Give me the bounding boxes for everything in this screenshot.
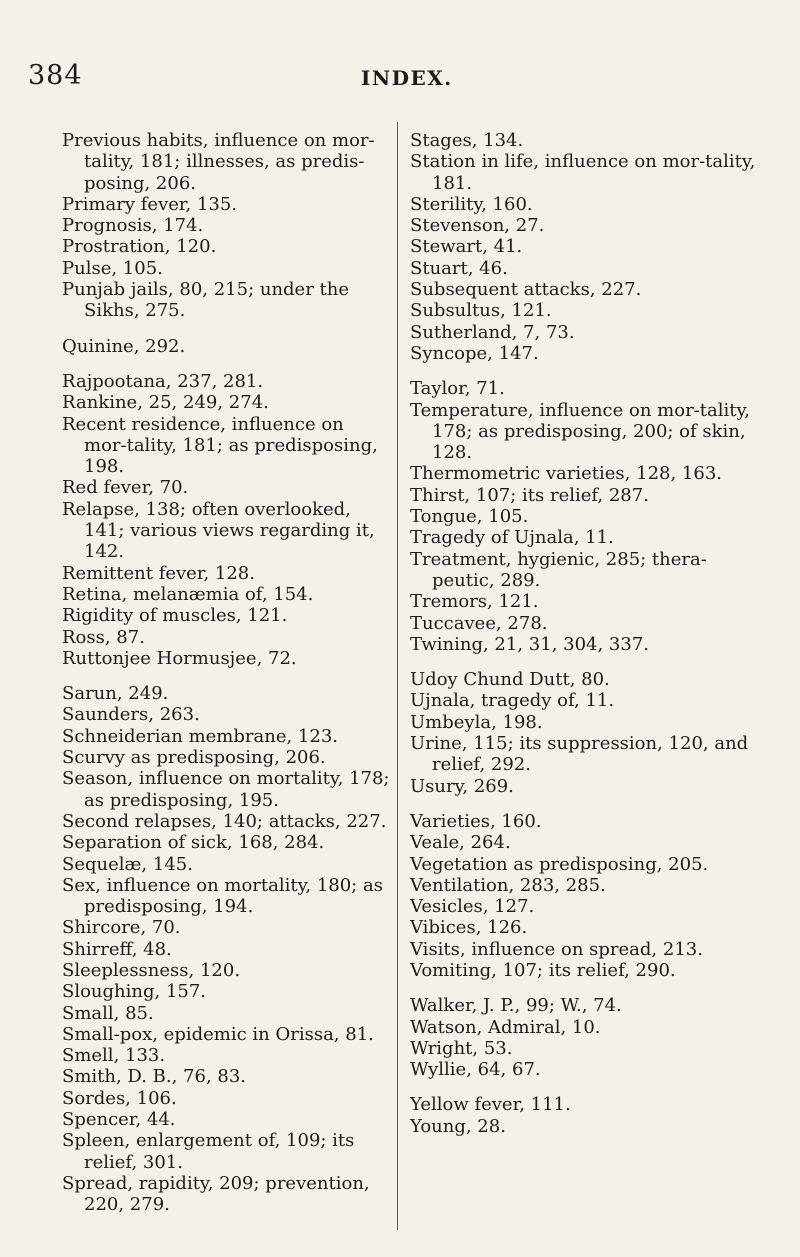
index-entry: Station in life, influence on mor-tality, 181. <box>410 151 756 194</box>
index-entry: Previous habits, influence on mor-tality, 181; illnesses, as predis-posing, 206. <box>62 130 375 194</box>
index-entry: Stevenson, 27. <box>410 215 545 237</box>
page-title: INDEX. <box>361 66 453 90</box>
index-entry: Sleeplessness, 120. <box>62 959 241 981</box>
index-entry: Sterility, 160. <box>410 193 533 215</box>
index-entry: Ujnala, tragedy of, 11. <box>410 690 615 712</box>
page-number: 384 <box>28 60 83 91</box>
index-entry: Stewart, 41. <box>410 236 523 258</box>
index-entry: Pulse, 105. <box>62 257 163 279</box>
column-divider <box>397 122 398 1230</box>
index-entry: Second relapses, 140; attacks, 227. <box>62 810 387 832</box>
index-letter-group <box>62 371 392 669</box>
index-entry: Sloughing, 157. <box>62 981 207 1003</box>
index-entry: Urine, 115; its suppression, 120, and relief, 292. <box>410 733 749 776</box>
index-entry: Usury, 269. <box>410 775 514 797</box>
index-entry: Spencer, 44. <box>62 1109 176 1131</box>
index-entry: Saunders, 263. <box>62 704 200 726</box>
index-entry: Temperature, influence on mor-tality, 178; as predisposing, 200; of skin, 128. <box>410 399 750 464</box>
index-entry: Primary fever, 135. <box>62 193 238 215</box>
index-entry: Treatment, hygienic, 285; thera-peutic, 289. <box>410 548 707 591</box>
index-entry: Visits, influence on spread, 213. <box>410 938 703 960</box>
index-entry: Stages, 134. <box>410 130 524 151</box>
index-entry: Remittent fever, 128. <box>62 562 255 584</box>
index-letter-group <box>410 669 762 797</box>
index-letter-group <box>62 336 392 357</box>
index-letter-group <box>410 378 762 655</box>
index-entry: Sequelæ, 145. <box>62 853 193 875</box>
index-entry: Shirreff, 48. <box>62 938 172 960</box>
index-letter-group <box>410 1094 762 1137</box>
index-entry: Thirst, 107; its relief, 287. <box>410 484 649 506</box>
index-entry: Stuart, 46. <box>410 257 508 279</box>
index-entry: Season, influence on mortality, 178; as predisposing, 195. <box>62 768 390 811</box>
index-entry: Veale, 264. <box>410 832 511 854</box>
index-letter-group <box>410 811 762 981</box>
index-letter-group <box>410 995 762 1080</box>
index-entry: Wyllie, 64, 67. <box>410 1059 541 1081</box>
index-entry: Smell, 133. <box>62 1045 166 1067</box>
index-entry: Spleen, enlargement of, 109; its relief, 301. <box>62 1130 355 1173</box>
index-entry: Sutherland, 7, 73. <box>410 321 575 343</box>
index-entry: Schneiderian membrane, 123. <box>62 725 339 747</box>
index-entry: Small-pox, epidemic in Orissa, 81. <box>62 1023 374 1045</box>
index-entry: Tuccavee, 278. <box>410 612 548 634</box>
index-entry: Red fever, 70. <box>62 477 189 499</box>
index-entry: Relapse, 138; often overlooked, 141; various views regarding it, 142. <box>62 498 375 563</box>
index-entry: Recent residence, influence on mor-tality, 181; as predisposing, 198. <box>62 413 378 478</box>
index-letter-group <box>62 130 392 322</box>
index-entry: Ross, 87. <box>62 626 145 648</box>
index-entry: Thermometric varieties, 128, 163. <box>410 463 722 485</box>
index-entry: Tragedy of Ujnala, 11. <box>410 527 614 549</box>
index-entry: Ruttonjee Hormusjee, 72. <box>62 647 297 669</box>
index-entry: Vegetation as predisposing, 205. <box>410 853 709 875</box>
index-entry: Ventilation, 283, 285. <box>410 874 606 896</box>
index-letter-group <box>62 683 392 1215</box>
index-entry: Smith, D. B., 76, 83. <box>62 1066 247 1088</box>
index-entry: Watson, Admiral, 10. <box>410 1016 601 1038</box>
index-entry: Shircore, 70. <box>62 917 181 939</box>
index-entry: Subsequent attacks, 227. <box>410 279 642 301</box>
index-entry: Prognosis, 174. <box>62 215 204 237</box>
index-entry: Umbeyla, 198. <box>410 711 543 733</box>
index-letter-group <box>410 130 762 364</box>
index-entry: Vomiting, 107; its relief, 290. <box>410 959 676 981</box>
index-entry: Taylor, 71. <box>410 378 505 400</box>
index-entry: Prostration, 120. <box>62 236 217 258</box>
index-entry: Sarun, 249. <box>62 683 169 705</box>
index-entry: Vibices, 126. <box>410 917 528 939</box>
index-entry: Udoy Chund Dutt, 80. <box>410 669 610 691</box>
index-entry: Vesicles, 127. <box>410 896 535 918</box>
index-entry: Twining, 21, 31, 304, 337. <box>410 633 650 655</box>
index-entry: Quinine, 292. <box>62 335 186 357</box>
index-entry: Scurvy as predisposing, 206. <box>62 747 326 769</box>
index-entry: Walker, J. P., 99; W., 74. <box>410 995 622 1017</box>
index-column-left <box>62 130 392 1230</box>
index-entry: Separation of sick, 168, 284. <box>62 832 325 854</box>
index-entry: Syncope, 147. <box>410 342 539 364</box>
index-entry: Yellow fever, 111. <box>410 1094 571 1116</box>
index-entry: Sex, influence on mortality, 180; as predisposing, 194. <box>62 874 383 918</box>
index-entry: Wright, 53. <box>410 1037 513 1059</box>
index-entry: Rajpootana, 237, 281. <box>62 370 264 392</box>
index-column-right <box>410 130 762 1151</box>
index-entry: Tremors, 121. <box>410 591 539 613</box>
index-entry: Small, 85. <box>62 1002 154 1024</box>
index-entry: Varieties, 160. <box>410 810 542 832</box>
index-entry: Spread, rapidity, 209; prevention, 220, 279. <box>62 1172 370 1216</box>
index-entry: Rankine, 25, 249, 274. <box>62 392 269 414</box>
index-entry: Young, 28. <box>410 1115 506 1137</box>
index-entry: Tongue, 105. <box>410 506 529 528</box>
index-entry: Rigidity of muscles, 121. <box>62 605 288 627</box>
index-entry: Sordes, 106. <box>62 1087 177 1109</box>
index-entry: Punjab jails, 80, 215; under the Sikhs, 275. <box>62 279 350 322</box>
index-entry: Retina, melanæmia of, 154. <box>62 583 314 605</box>
index-entry: Subsultus, 121. <box>410 300 552 322</box>
